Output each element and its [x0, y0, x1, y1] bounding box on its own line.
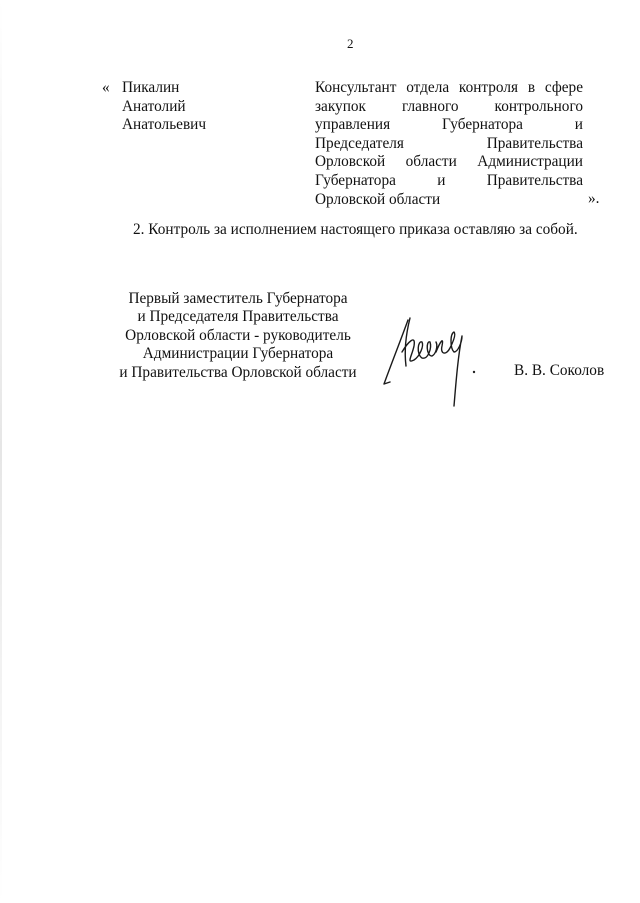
position-line: Председателя Правительства — [315, 134, 583, 152]
signatory-name: В. В. Соколов — [514, 362, 605, 379]
surname: Пикалин — [122, 79, 180, 96]
position-line: Орловской области Администрации — [315, 153, 583, 171]
title-line: и Правительства Орловской области — [119, 363, 357, 381]
first-name: Анатолий — [122, 97, 186, 115]
title-line: Первый заместитель Губернатора — [128, 290, 348, 307]
position-line: Консультант отдела контроля в сфере — [315, 79, 583, 96]
scan-edge — [0, 0, 2, 903]
paragraph-2: 2. Контроль за исполнением настоящего приказа оставляю за собой. — [133, 221, 578, 238]
position-line: управления Губернатора и — [315, 116, 583, 134]
signatory-title — [113, 290, 363, 382]
close-quote: ». — [588, 190, 600, 207]
handwritten-signature — [378, 312, 478, 410]
title-line: и Председателя Правительства — [137, 308, 339, 326]
position-line: закупок главного контрольного — [315, 97, 583, 115]
employee-name — [122, 79, 206, 135]
position-line: Губернатора и Правительства — [315, 171, 583, 189]
title-line: Орловской области - руководитель — [125, 326, 351, 344]
position-line: Орловской области — [315, 190, 441, 208]
open-quote: « — [102, 79, 110, 96]
title-line: Администрации Губернатора — [142, 345, 334, 363]
page-number: 2 — [347, 36, 354, 51]
patronymic: Анатольевич — [122, 116, 207, 134]
employee-position — [315, 79, 583, 209]
